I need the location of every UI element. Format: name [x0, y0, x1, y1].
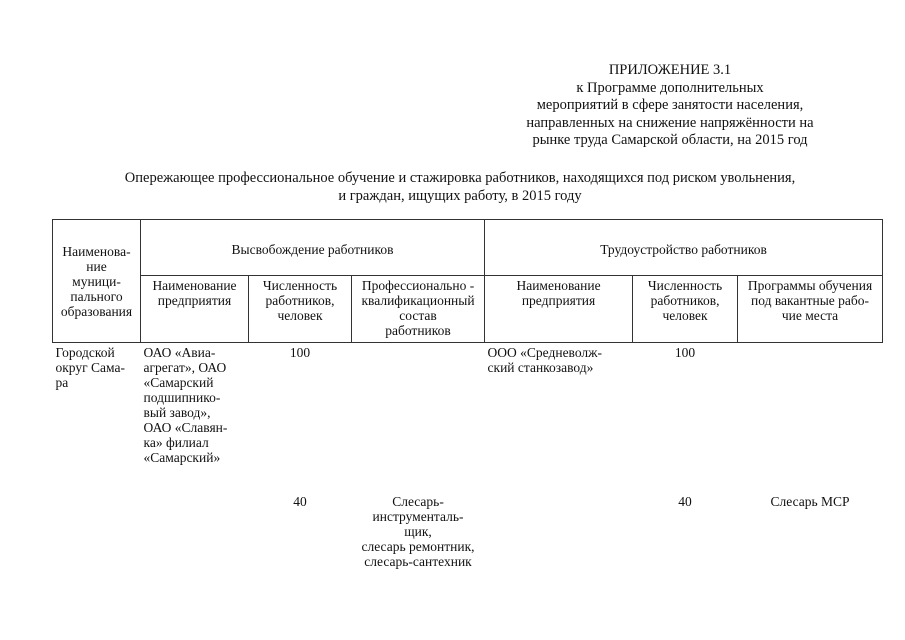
header-employment-count [633, 276, 738, 343]
text-line: направленных на снижение напряжённости на [526, 114, 814, 131]
text-line: чие места [781, 308, 839, 323]
text-line: Наименование [516, 278, 601, 293]
header-release-count [249, 276, 352, 343]
cell-release-count: 40 [293, 494, 307, 509]
cell-municipality [53, 492, 141, 576]
text-line: слесарь ремонтник, [361, 539, 475, 554]
cell-employment-enterprise [485, 343, 633, 493]
text-line: вый завод», [143, 405, 211, 420]
text-line: «Самарский» [143, 450, 221, 465]
table-row [53, 343, 883, 493]
text-line: состав [399, 308, 437, 323]
text-line: работников, [650, 293, 720, 308]
text-line: под вакантные рабо- [751, 293, 870, 308]
text-line: пального [70, 288, 123, 304]
text-line: подшипнико- [143, 390, 221, 405]
text-line: человек [277, 308, 323, 323]
text-line: мероприятий в сфере занятости населения, [536, 97, 804, 113]
text-line: работников, [265, 293, 335, 308]
text-line: ра [55, 375, 69, 390]
text-line: предприятия [521, 293, 596, 308]
text-line: к Программе дополнительных [576, 79, 764, 96]
cell-qualification [352, 492, 485, 576]
text-line: образования [60, 303, 133, 319]
text-line: и граждан, ищущих работу, в 2015 году [338, 187, 582, 204]
text-line: Слесарь- [392, 494, 444, 509]
text-line: ПРИЛОЖЕНИЕ 3.1 [608, 62, 732, 78]
text-line: человек [662, 308, 708, 323]
text-line: квалификационный [361, 293, 475, 308]
text-line: ОАО «Славян- [143, 420, 228, 435]
text-line: Слесарь МСР [770, 494, 850, 509]
text-line: округ Сама- [55, 360, 125, 375]
text-line: муници- [72, 273, 121, 289]
header-release-enterprise [141, 276, 249, 343]
text-line: Опережающее профессиональное обучение и стажировка работников, находящихся под риском увольнения, [124, 170, 796, 186]
text-line: ние [86, 258, 107, 274]
text-line: агрегат», ОАО [143, 360, 227, 375]
cell-employment-count: 40 [678, 494, 692, 509]
header-employment-enterprise [485, 276, 633, 343]
text-line: ОАО «Авиа- [143, 345, 216, 360]
header-employment-programs [738, 276, 883, 343]
text-line: «Самарский [143, 375, 214, 390]
text-line: Городской [55, 345, 115, 360]
document-title [60, 170, 860, 205]
text-line: Профессионально - [361, 278, 475, 293]
header-employment-group: Трудоустройство работников [485, 220, 883, 276]
text-line: Численность [647, 278, 723, 293]
appendix-header [500, 62, 840, 150]
text-line: Наименование [152, 278, 237, 293]
text-line: ка» филиал [143, 435, 209, 450]
text-line: Численность [262, 278, 338, 293]
cell-programs [738, 492, 883, 576]
text-line: Программы обучения [747, 278, 873, 293]
text-line: ский станкозавод» [487, 360, 594, 375]
text-line: ООО «Средневолж- [487, 345, 602, 360]
cell-municipality [53, 343, 141, 493]
cell-employment-enterprise [485, 492, 633, 576]
header-release-group: Высвобождение работников [141, 220, 485, 276]
header-release-qualification [352, 276, 485, 343]
text-line: инструменталь- [372, 509, 464, 524]
cell-release-count: 100 [289, 345, 311, 360]
cell-release-enterprise [141, 492, 249, 576]
header-municipality [53, 220, 141, 343]
cell-programs [738, 343, 883, 493]
text-line: щик, [404, 524, 432, 539]
text-line: работников [385, 323, 451, 338]
text-line: Наименова- [62, 243, 131, 259]
cell-qualification [352, 343, 485, 493]
table-row [53, 492, 883, 576]
training-table [52, 219, 883, 576]
cell-release-enterprise [141, 343, 249, 493]
text-line: предприятия [157, 293, 232, 308]
text-line: рынке труда Самарской области, на 2015 год [532, 132, 808, 148]
text-line: слесарь-сантехник [364, 554, 472, 569]
cell-employment-count: 100 [674, 345, 696, 360]
